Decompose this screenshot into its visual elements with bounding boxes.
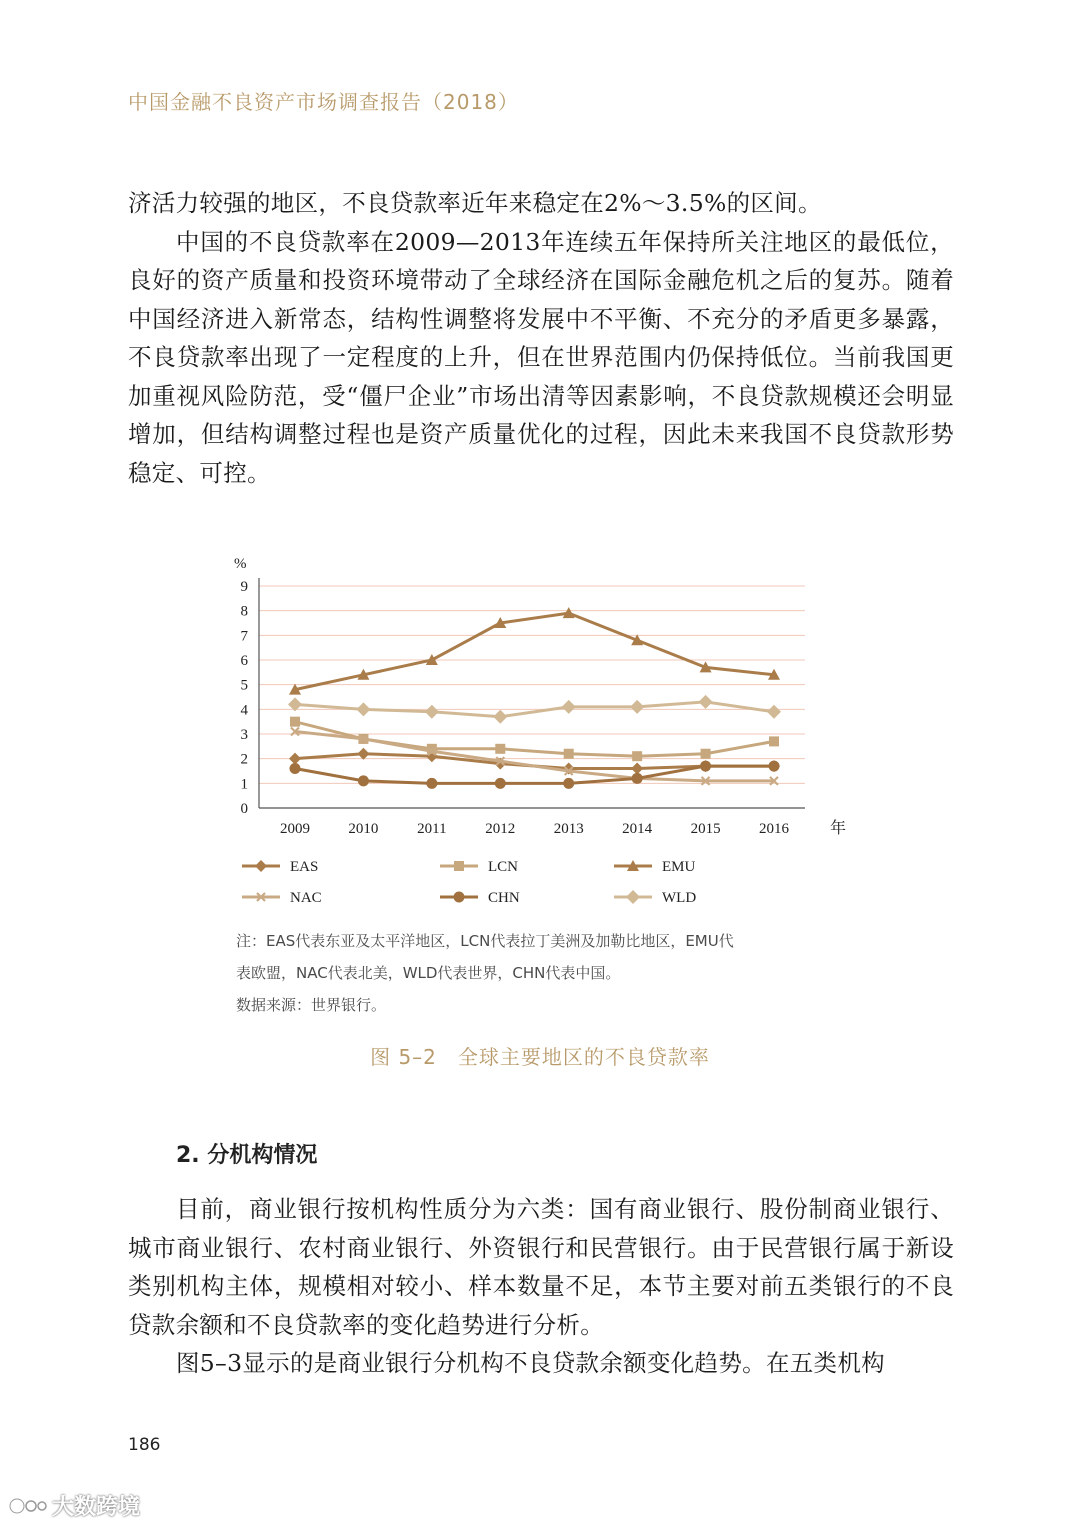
y-tick-label: 6 <box>240 653 248 669</box>
npl-ratio-chart <box>218 548 878 918</box>
x-tick-label: 2010 <box>348 821 379 837</box>
y-tick-label: 3 <box>240 727 248 743</box>
y-tick-label: 1 <box>240 776 248 793</box>
data-point-eas <box>631 763 643 775</box>
legend-marker-wld <box>626 890 640 904</box>
page-number: 186 <box>128 1435 161 1455</box>
data-point-lcn <box>769 736 779 746</box>
legend-label-eas: EAS <box>290 859 319 875</box>
body-text-top <box>128 184 954 492</box>
x-tick-label: 2013 <box>553 821 584 837</box>
data-point-wld <box>767 705 781 719</box>
legend-marker-lcn <box>454 861 464 871</box>
y-tick-label: 7 <box>240 628 248 645</box>
x-tick-label: 2014 <box>622 821 653 837</box>
data-point-lcn <box>495 744 505 754</box>
data-point-chn <box>563 778 574 789</box>
running-header: 中国金融不良资产市场调查报告（2018） <box>128 90 519 114</box>
data-point-eas <box>289 753 301 765</box>
data-point-lcn <box>701 749 711 759</box>
chart-note <box>236 925 876 1021</box>
data-point-wld <box>562 700 576 714</box>
y-tick-label: 5 <box>240 677 248 694</box>
x-tick-label: 2009 <box>280 821 310 837</box>
note-line: 表欧盟，NAC代表北美，WLD代表世界，CHN代表中国。 <box>236 964 621 982</box>
y-axis-label: % <box>234 556 247 572</box>
section-heading: 2. 分机构情况 <box>176 1143 318 1168</box>
note-line: 注：EAS代表东亚及太平洋地区，LCN代表拉丁美洲及加勒比地区，EMU代 <box>236 932 734 950</box>
data-point-chn <box>426 778 437 789</box>
data-point-lcn <box>564 749 574 759</box>
y-tick-label: 4 <box>240 702 248 719</box>
data-point-wld <box>356 702 370 716</box>
legend-label-emu: EMU <box>662 859 696 875</box>
paragraph: 目前，商业银行按机构性质分为六类：国有商业银行、股份制商业银行、城市商业银行、农村商业银行、外资银行和民营银行。由于民营银行属于新设类别机构主体，规模相对较小、样本数量不足，本节主要对前五类银行的不良贷款余额和不良贷款率的变化趋势进行分析。 <box>128 1195 954 1339</box>
watermark <box>8 1490 140 1521</box>
paragraph: 中国的不良贷款率在2009—2013年连续五年保持所关注地区的最低位，良好的资产质量和投资环境带动了全球经济在国际金融危机之后的复苏。随着中国经济进入新常态，结构性调整将发展中不平衡、不充分的矛盾更多暴露，不良贷款率出现了一定程度的上升，但在世界范围内仍保持低位。当前我国更加重视风险防范，受“僵尸企业”市场出清等因素影响，不良贷款规模还会明显增加，但结构调整过程也是资产质量优化的过程，因此未来我国不良贷款形势稳定、可控。 <box>128 227 954 487</box>
figure-caption: 图 5–2 全球主要地区的不良贷款率 <box>370 1045 710 1069</box>
y-tick-label: 0 <box>240 801 248 817</box>
data-point-eas <box>357 748 369 760</box>
x-tick-label: 2016 <box>759 821 789 837</box>
data-point-wld <box>630 700 644 714</box>
paragraph: 济活力较强的地区，不良贷款率近年来稳定在2%～3.5%的区间。 <box>128 189 822 217</box>
x-axis-label: 年 <box>830 820 847 837</box>
data-point-chn <box>358 775 369 786</box>
x-tick-label: 2015 <box>690 821 721 837</box>
x-tick-label: 2012 <box>485 821 516 837</box>
legend-label-wld: WLD <box>662 890 697 906</box>
data-point-chn <box>700 761 711 772</box>
data-point-chn <box>495 778 506 789</box>
logo-icon <box>8 1493 48 1519</box>
data-point-wld <box>425 705 439 719</box>
data-point-chn <box>632 773 643 784</box>
legend-label-lcn: LCN <box>488 859 518 875</box>
data-point-wld <box>493 710 507 724</box>
legend-label-chn: CHN <box>488 890 520 906</box>
data-point-wld <box>699 695 713 709</box>
paragraph: 图5–3显示的是商业银行分机构不良贷款余额变化趋势。在五类机构 <box>176 1349 885 1377</box>
x-tick-label: 2011 <box>417 821 447 837</box>
body-text-bottom <box>128 1190 954 1383</box>
legend-marker-chn <box>454 892 465 903</box>
data-point-lcn <box>290 717 300 727</box>
data-point-lcn <box>632 751 642 761</box>
data-point-chn <box>290 763 301 774</box>
watermark-text: 大数跨境 <box>52 1495 141 1520</box>
data-point-chn <box>769 761 780 772</box>
y-tick-label: 2 <box>240 751 248 768</box>
y-tick-label: 8 <box>240 603 248 620</box>
legend-label-nac: NAC <box>290 890 322 906</box>
legend-marker-eas <box>255 860 267 872</box>
y-tick-label: 9 <box>240 579 248 595</box>
note-line: 数据来源：世界银行。 <box>236 996 387 1014</box>
